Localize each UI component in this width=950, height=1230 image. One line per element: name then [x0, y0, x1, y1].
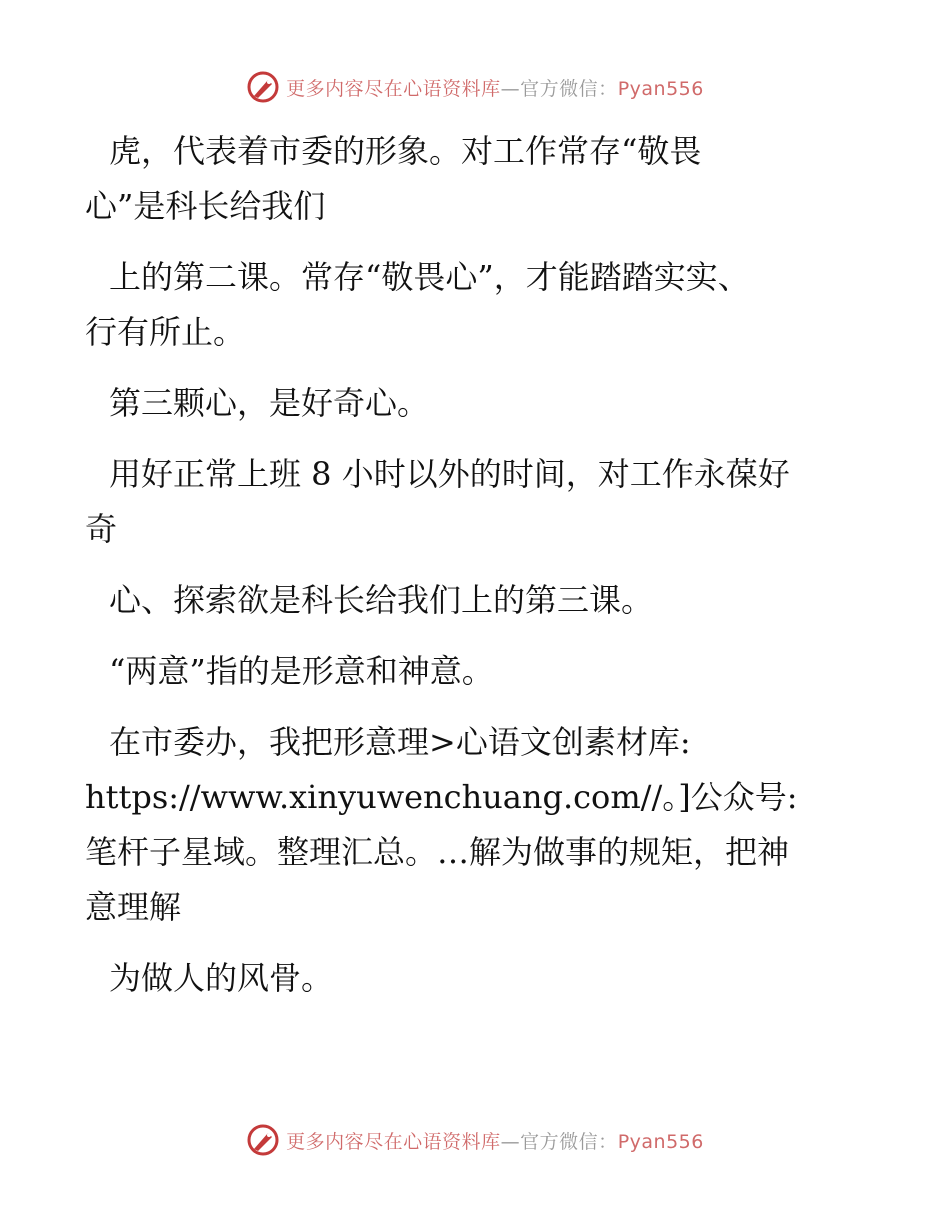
pen-logo-icon	[246, 70, 280, 104]
paragraph-8	[97, 951, 857, 1006]
paragraph-7	[85, 715, 857, 935]
line: 心、探索欲是科长给我们上的第三课。	[109, 581, 654, 619]
header-brand: 更多内容尽在心语资料库	[286, 77, 501, 100]
footer-text	[286, 1127, 704, 1154]
footer-wechat-label: 官方微信：	[520, 1130, 618, 1153]
line: 虎，代表着市委的形象。对工作常存“敬畏	[109, 132, 702, 170]
line: 用好正常上班 8 小时以外的时间，对工作永葆好	[109, 455, 790, 493]
header-dash: —	[500, 77, 521, 100]
pen-logo-icon	[246, 1123, 280, 1157]
footer-brand: 更多内容尽在心语资料库	[286, 1130, 501, 1153]
header-text	[286, 74, 704, 101]
paragraph-6	[97, 644, 857, 699]
line: 意理解	[85, 888, 182, 926]
footer-account: Pyan556	[617, 1130, 704, 1153]
paragraph-5	[97, 573, 857, 628]
paragraph-2	[85, 250, 857, 360]
header-watermark	[0, 70, 950, 104]
line: 行有所止。	[85, 313, 246, 351]
footer-dash: —	[500, 1130, 521, 1153]
line: 心”是科长给我们	[85, 187, 326, 225]
paragraph-4	[85, 447, 857, 557]
line: 笔杆子星域。整理汇总。…解为做事的规矩，把神	[85, 833, 790, 871]
line: 为做人的风骨。	[109, 959, 334, 997]
header-wechat-label: 官方微信：	[520, 77, 618, 100]
line: 奇	[85, 510, 118, 548]
document-body	[85, 124, 857, 1022]
line: https://www.xinyuwenchuang.com//。]公众号:	[85, 778, 798, 816]
paragraph-1	[85, 124, 857, 234]
line: “两意”指的是形意和神意。	[109, 652, 494, 690]
line: 上的第二课。常存“敬畏心”，才能踏踏实实、	[109, 258, 750, 296]
line: 在市委办，我把形意理>心语文创素材库:	[109, 723, 691, 761]
paragraph-3	[97, 376, 857, 431]
header-account: Pyan556	[617, 77, 704, 100]
line: 第三颗心，是好奇心。	[109, 384, 430, 422]
footer-watermark	[0, 1123, 950, 1157]
